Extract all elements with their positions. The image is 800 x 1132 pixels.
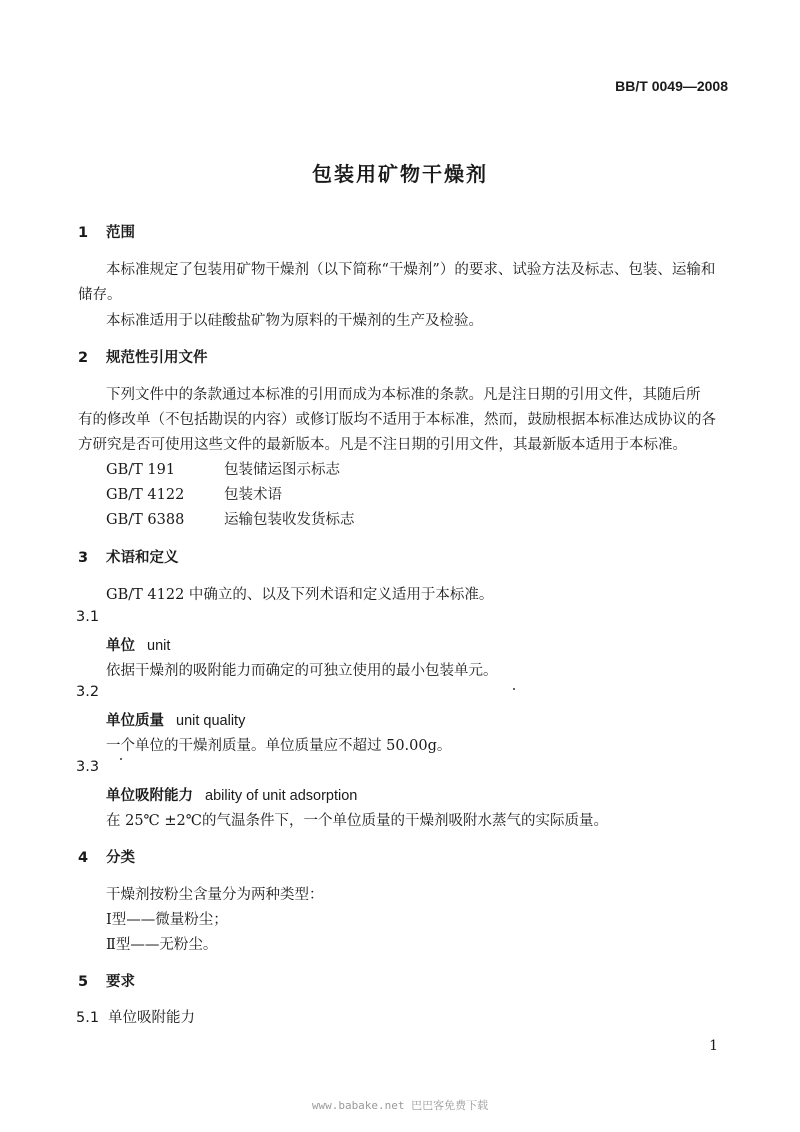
- term-definition: 一个单位的干燥剂质量。单位质量应不超过 50.00g。: [106, 738, 452, 754]
- term-english: unit quality: [176, 713, 246, 729]
- type-item: Ⅰ型——微量粉尘；: [106, 912, 228, 928]
- scan-speck: [120, 758, 122, 760]
- term-heading: [106, 784, 357, 805]
- term-number: 3.1: [76, 609, 100, 625]
- term-heading: [106, 709, 245, 730]
- s3-intro: GB/T 4122 中确立的、以及下列术语和定义适用于本标准。: [106, 587, 494, 603]
- section-number: 5: [78, 974, 89, 990]
- term-definition: 在 25℃ ±2℃的气温条件下，一个单位质量的干燥剂吸附水蒸气的实际质量。: [106, 813, 608, 829]
- section-5-heading: [78, 970, 135, 991]
- reference-item: [106, 508, 355, 529]
- reference-item: [106, 458, 340, 479]
- reference-code: GB/T 6388: [106, 512, 185, 528]
- section-number: 4: [78, 850, 89, 866]
- scan-speck: [513, 688, 515, 690]
- term-definition: 依据干燥剂的吸附能力而确定的可独立使用的最小包装单元。: [106, 663, 498, 679]
- section-1-heading: [78, 221, 135, 242]
- term-english: unit: [147, 638, 171, 654]
- document-title: 包装用矿物干燥剂: [312, 162, 488, 186]
- term-chinese: 单位吸附能力: [106, 788, 193, 804]
- section-title: 范围: [106, 225, 135, 241]
- section-number: 1: [78, 225, 89, 241]
- reference-code: GB/T 4122: [106, 487, 185, 503]
- standard-code: BB/T 0049—2008: [615, 78, 728, 94]
- s4-intro: 干燥剂按粉尘含量分为两种类型：: [106, 887, 324, 903]
- reference-name: 包装储运图示标志: [224, 462, 340, 478]
- section-2-heading: [78, 346, 208, 367]
- term-chinese: 单位质量: [106, 713, 164, 729]
- section-4-heading: [78, 846, 135, 867]
- section-number: 2: [78, 350, 89, 366]
- s1-paragraph-1-line-2: 储存。: [78, 287, 122, 303]
- reference-item: [106, 483, 282, 504]
- subsection-number: 5.1: [76, 1010, 100, 1026]
- reference-name: 包装术语: [224, 487, 282, 503]
- watermark: www.babake.net 巴巴客免费下载: [311, 1099, 489, 1112]
- term-chinese: 单位: [106, 638, 135, 654]
- s2-paragraph-line-1: 下列文件中的条款通过本标准的引用而成为本标准的条款。凡是注日期的引用文件，其随后所: [106, 387, 701, 403]
- term-number: 3.2: [76, 684, 100, 700]
- section-title: 术语和定义: [106, 550, 179, 566]
- section-number: 3: [78, 550, 89, 566]
- section-title: 要求: [106, 974, 135, 990]
- s2-paragraph-line-3: 方研究是否可使用这些文件的最新版本。凡是不注日期的引用文件，其最新版本适用于本标准。: [78, 437, 687, 453]
- page-number: 1: [709, 1038, 718, 1054]
- section-title: 分类: [106, 850, 135, 866]
- s2-paragraph-line-2: 有的修改单（不包括勘误的内容）或修订版均不适用于本标准，然而，鼓励根据本标准达成协议的各: [78, 412, 716, 428]
- subsection-title: 单位吸附能力: [108, 1010, 195, 1026]
- term-number: 3.3: [76, 759, 100, 775]
- type-item: Ⅱ型——无粉尘。: [106, 937, 218, 953]
- reference-code: GB/T 191: [106, 462, 176, 478]
- reference-name: 运输包装收发货标志: [224, 512, 355, 528]
- s1-paragraph-1-line-1: 本标准规定了包装用矿物干燥剂（以下简称“干燥剂”）的要求、试验方法及标志、包装、运输和: [106, 262, 716, 278]
- section-3-heading: [78, 546, 179, 567]
- subsection-5-1-heading: [76, 1006, 195, 1027]
- section-title: 规范性引用文件: [106, 350, 208, 366]
- term-english: ability of unit adsorption: [205, 788, 358, 804]
- term-heading: [106, 634, 170, 655]
- s1-paragraph-2: 本标准适用于以硅酸盐矿物为原料的干燥剂的生产及检验。: [106, 313, 483, 329]
